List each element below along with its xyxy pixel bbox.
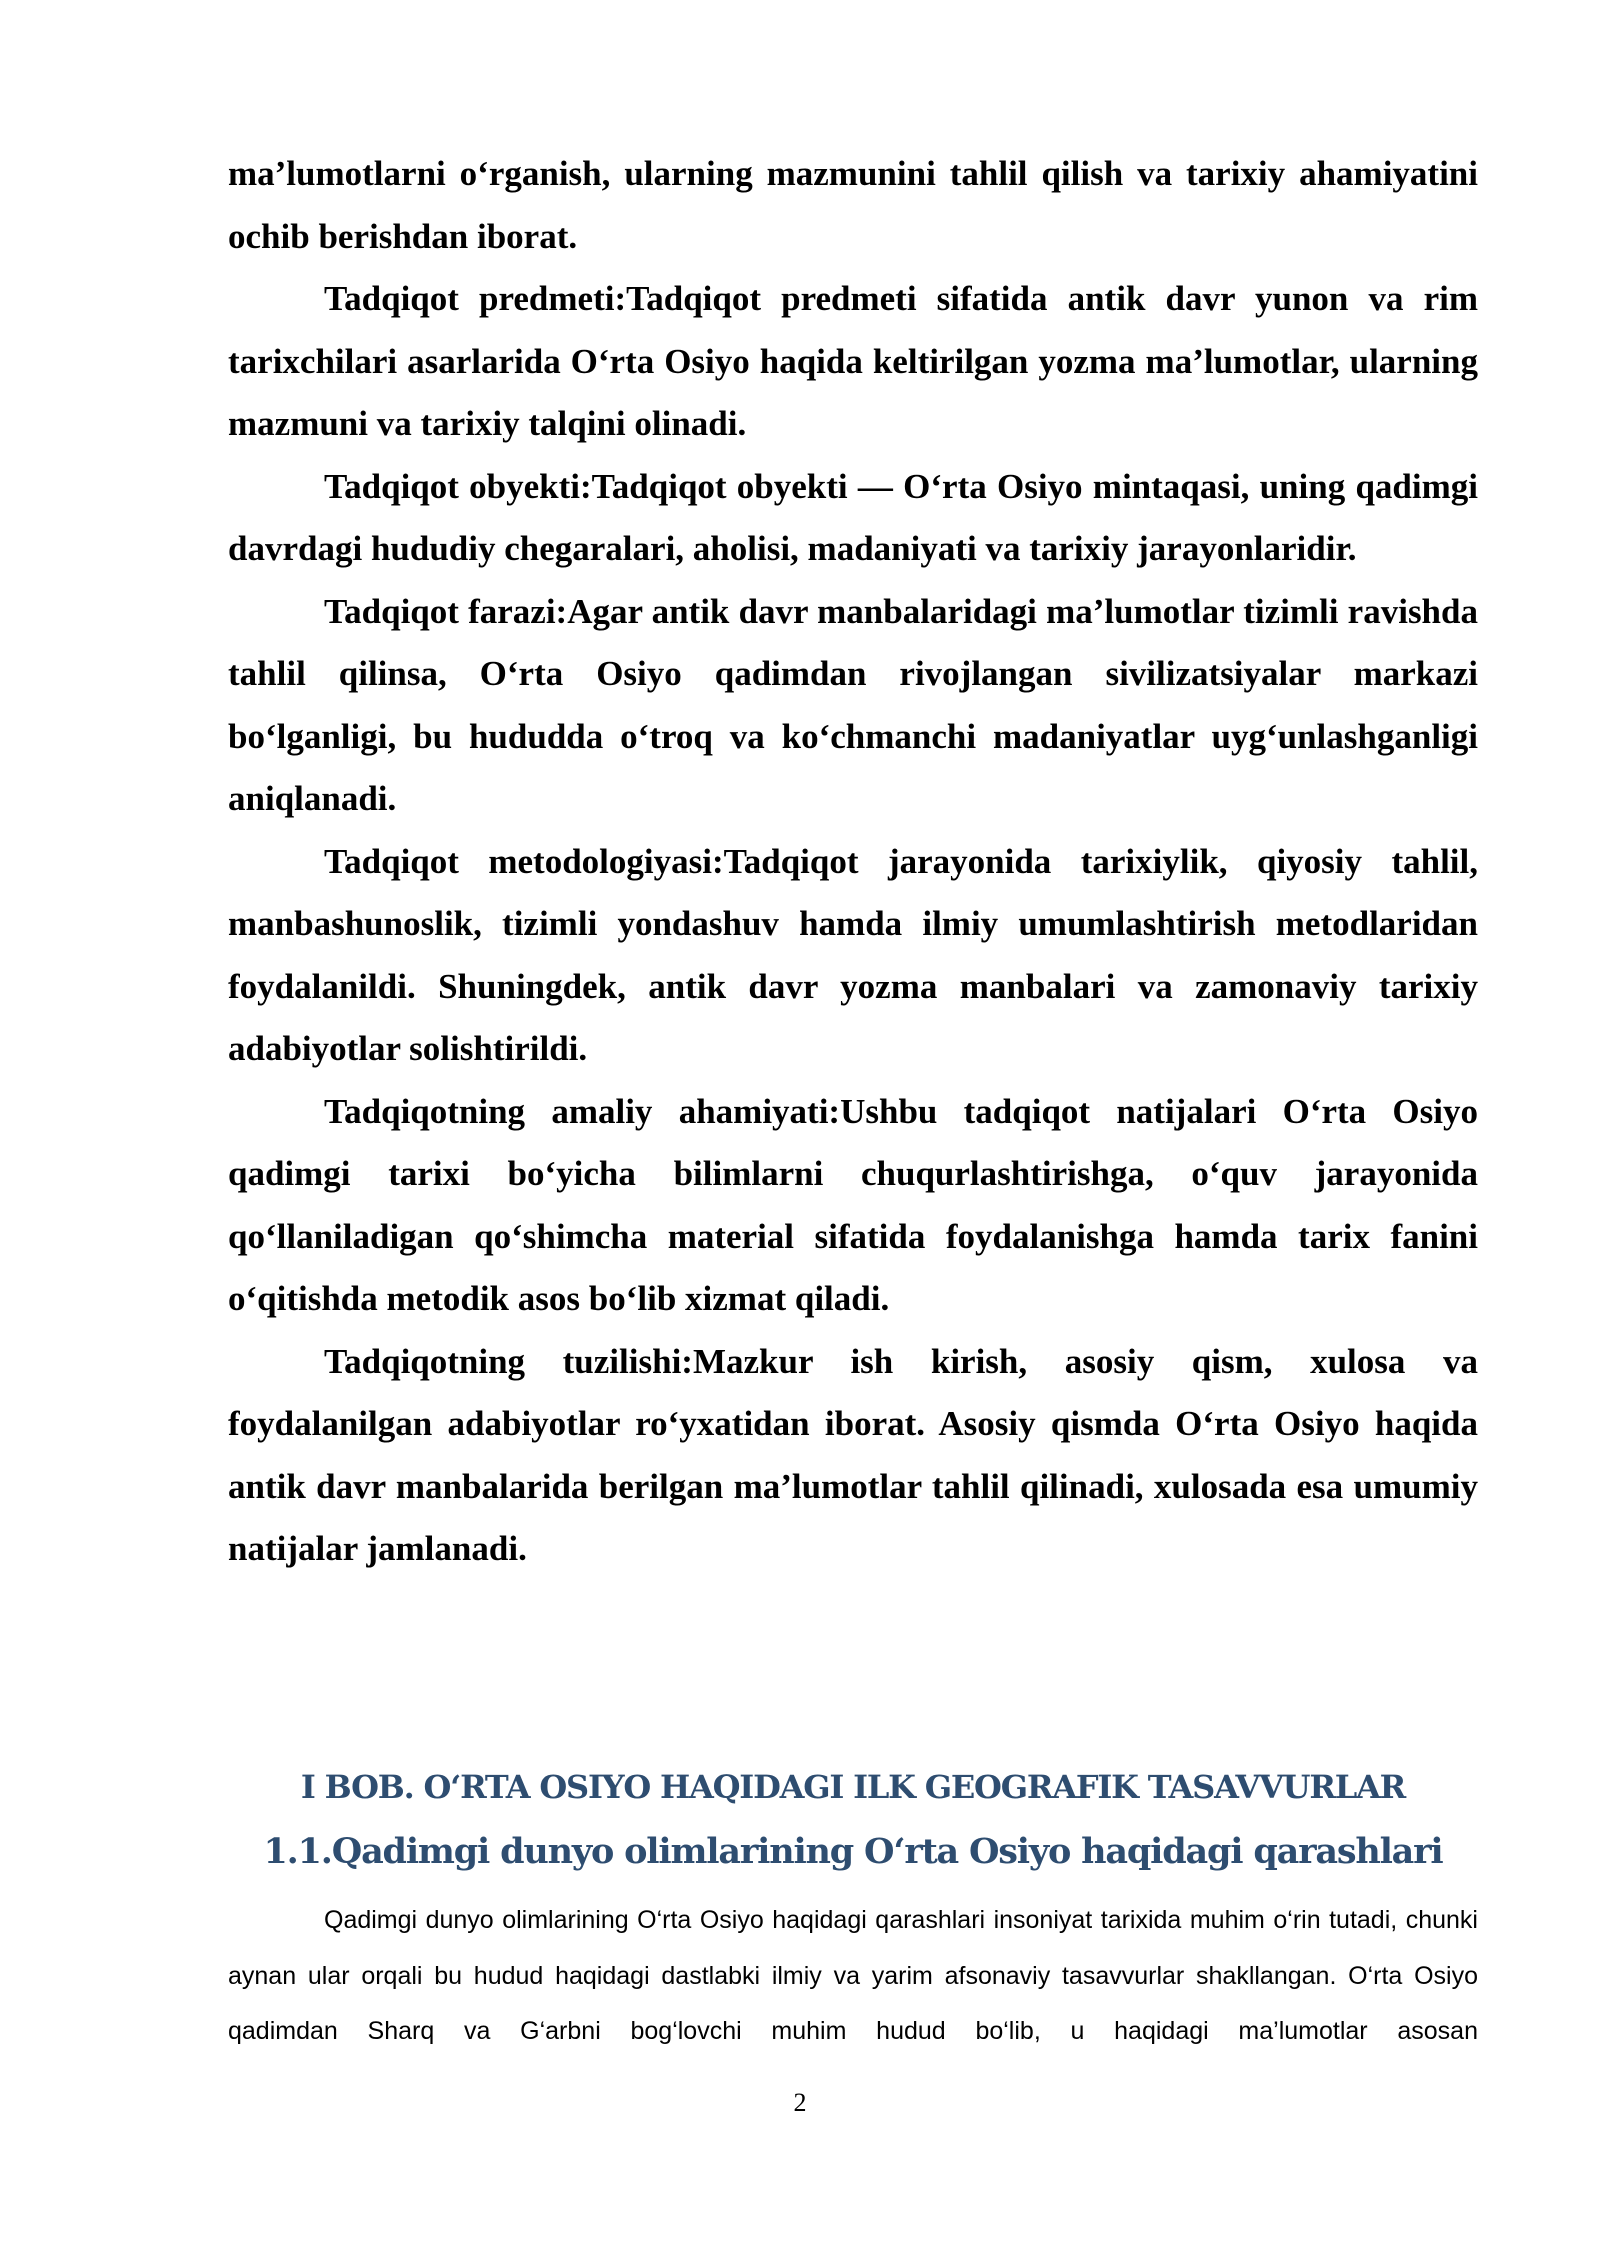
section-heading: 1.1.Qadimgi dunyo olimlarining O‘rta Osiyo haqidagi qarashlari bbox=[263, 1831, 1443, 1872]
paragraph-continuation: ma’lumotlarni o‘rganish, ularning mazmunini tahlil qilish va tarixiy ahamiyatini ochib berishdan iborat. bbox=[228, 154, 1478, 256]
paragraph-research-structure: Tadqiqotning tuzilishi:Mazkur ish kirish, asosiy qism, xulosa va foydalanilgan adabiyotlar ro‘yxatidan iborat. Asosiy qismda O‘rta Osiyo haqida antik davr manbalarida berilgan ma’lumotlar tahlil qilinadi, xulosada esa umumiy natijalar jamlanadi. bbox=[228, 1341, 1478, 1568]
intro-text-block bbox=[228, 143, 1478, 1581]
chapter-heading: I BOB. O‘RTA OSIYO HAQIDAGI ILK GEOGRAFIK TASAVVURLAR bbox=[300, 1768, 1406, 1806]
section-body-block bbox=[228, 1893, 1478, 2060]
paragraph-research-object: Tadqiqot obyekti:Tadqiqot obyekti — O‘rta Osiyo mintaqasi, uning qadimgi davrdagi hududiy chegaralari, aholisi, madaniyati va tarixiy jarayonlaridir. bbox=[228, 466, 1478, 568]
paragraph-research-methodology: Tadqiqot metodologiyasi:Tadqiqot jarayonida tarixiylik, qiyosiy tahlil, manbashunoslik, tizimli yondashuv hamda ilmiy umumlashtirish metodlaridan foydalanildi. Shuningdek, antik davr yozma manbalari va zamonaviy tarixiy adabiyotlar solishtirildi. bbox=[228, 841, 1478, 1068]
paragraph-research-subject: Tadqiqot predmeti:Tadqiqot predmeti sifatida antik davr yunon va rim tarixchilari asarlarida O‘rta Osiyo haqida keltirilgan yozma ma’lumotlar, ularning mazmuni va tarixiy talqini olinadi. bbox=[228, 279, 1478, 443]
page-number: 2 bbox=[793, 2088, 807, 2117]
paragraph-research-hypothesis: Tadqiqot farazi:Agar antik davr manbalaridagi ma’lumotlar tizimli ravishda tahlil qilinsa, O‘rta Osiyo qadimdan rivojlangan sivilizatsiyalar markazi bo‘lganligi, bu hududda o‘troq va ko‘chmanchi madaniyatlar uyg‘unlashganligi aniqlanadi. bbox=[228, 591, 1478, 818]
section-body-paragraph: Qadimgi dunyo olimlarining O‘rta Osiyo haqidagi qarashlari insoniyat tarixida muhim o‘rin tutadi, chunki aynan ular orqali bu hudud haqidagi dastlabki ilmiy va yarim afsonaviy tasavvurlar shakllangan. O‘rta Osiyo qadimdan Sharq va G‘arbni bog‘lovchi muhim hudud bo‘lib, u haqidagi ma’lumotlar asosan bbox=[228, 1906, 1478, 2045]
paragraph-practical-significance: Tadqiqotning amaliy ahamiyati:Ushbu tadqiqot natijalari O‘rta Osiyo qadimgi tarixi bo‘yicha bilimlarni chuqurlashtirishga, o‘quv jarayonida qo‘llaniladigan qo‘shimcha material sifatida foydalanishga hamda tarix fanini o‘qitishda metodik asos bo‘lib xizmat qiladi. bbox=[228, 1091, 1478, 1318]
